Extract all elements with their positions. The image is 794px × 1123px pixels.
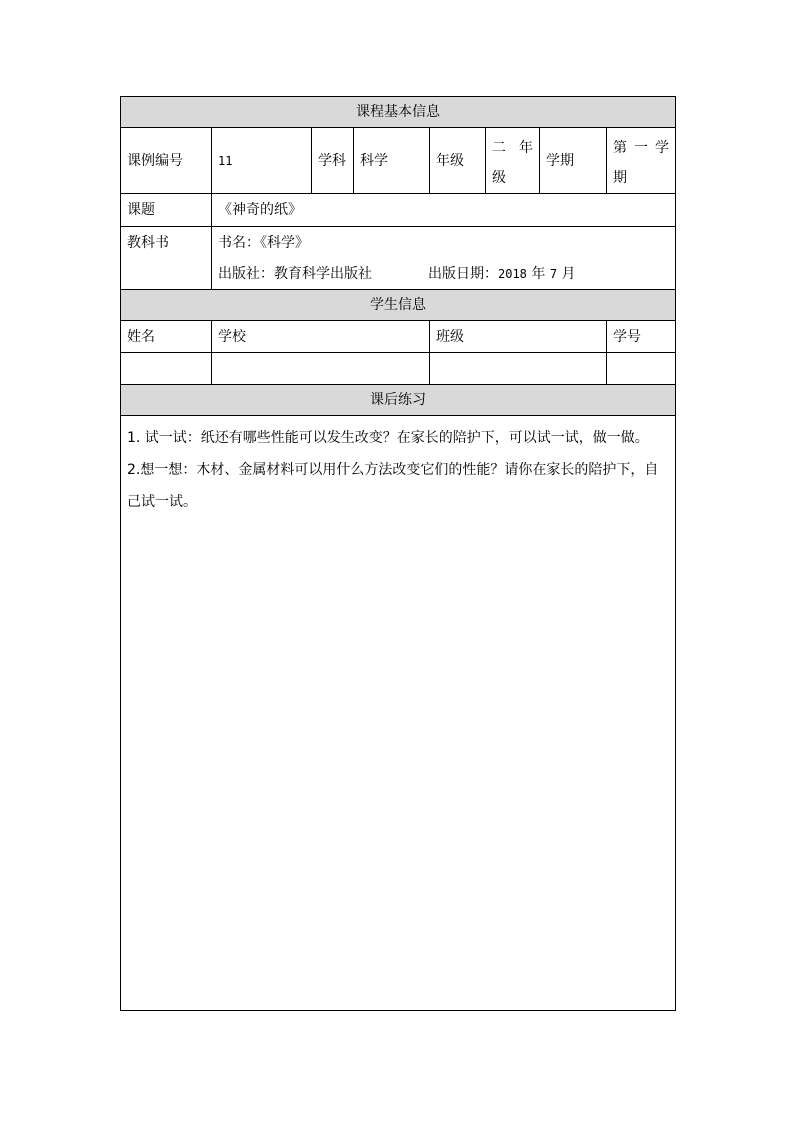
grade-label: 年级 (430, 128, 486, 194)
student-id-field[interactable] (607, 353, 676, 385)
name-label: 姓名 (121, 321, 212, 353)
class-label: 班级 (430, 321, 607, 353)
subject-label: 学科 (312, 128, 354, 194)
school-label: 学校 (212, 321, 430, 353)
publish-date-month: 7 (549, 267, 558, 281)
exercise-item: 2.想一想：木材、金属材料可以用什么方法改变它们的性能？请你在家长的陪护下，自己试一试。 (127, 462, 659, 510)
grade-value: 二 年 级 (486, 128, 540, 194)
exercise-header-row (121, 385, 676, 416)
subject-value: 科学 (354, 128, 430, 194)
student-id-label: 学号 (607, 321, 676, 353)
case-number-value: 11 (212, 128, 312, 194)
publisher: 出版社：教育科学出版社 (218, 266, 372, 282)
textbook-details (212, 227, 676, 290)
course-info-title: 课程基本信息 (121, 97, 676, 128)
course-basic-row (121, 128, 676, 194)
student-info-header-row (121, 290, 676, 321)
book-name: 书名：《科学》 (218, 235, 309, 251)
school-field[interactable] (212, 353, 430, 385)
textbook-row (121, 227, 676, 290)
course-worksheet-table (120, 96, 676, 1011)
worksheet-page (120, 96, 675, 1010)
term-label: 学期 (540, 128, 607, 194)
publish-date-month-unit: 月 (557, 266, 576, 282)
textbook-label: 教科书 (121, 227, 212, 290)
topic-label: 课题 (121, 194, 212, 227)
course-info-header-row (121, 97, 676, 128)
student-info-title: 学生信息 (121, 290, 676, 321)
publish-line (218, 264, 669, 284)
case-number-label: 课例编号 (121, 128, 212, 194)
term-value: 第 一 学 期 (607, 128, 676, 194)
exercise-content (121, 416, 676, 1011)
topic-row (121, 194, 676, 227)
exercise-item: 1. 试一试：纸还有哪些性能可以发生改变？在家长的陪护下，可以试一试，做一做。 (127, 430, 649, 446)
student-label-row (121, 321, 676, 353)
student-input-row (121, 353, 676, 385)
topic-value: 《神奇的纸》 (212, 194, 676, 227)
publish-date-label: 出版日期： (428, 266, 498, 282)
exercise-title: 课后练习 (121, 385, 676, 416)
name-field[interactable] (121, 353, 212, 385)
publish-date-year: 2018 (498, 267, 527, 281)
class-field[interactable] (430, 353, 607, 385)
exercise-row (121, 416, 676, 1011)
publish-date-year-unit: 年 (526, 266, 550, 282)
